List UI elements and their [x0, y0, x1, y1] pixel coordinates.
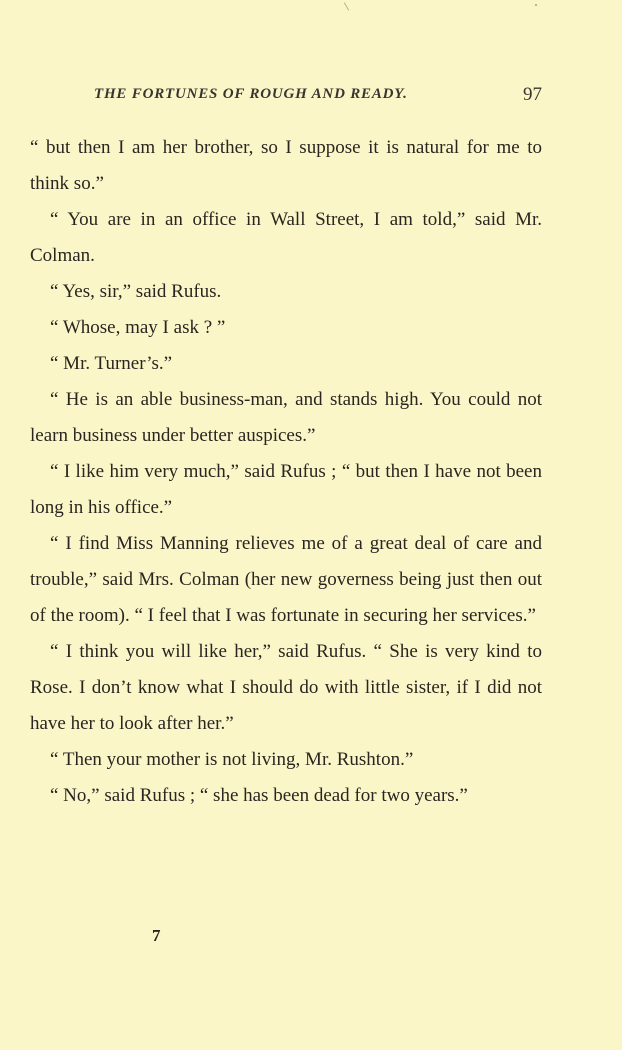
paragraph: “ Mr. Turner’s.” [50, 353, 173, 374]
paragraph: “ Then your mother is not living, Mr. Rushton.” [50, 749, 414, 770]
paragraph: “ He is an able business-man, and stands high. You could not learn business under better auspices.” [30, 389, 542, 446]
paragraph: “ No,” said Rufus ; “ she has been dead for two years.” [50, 785, 468, 806]
running-header [30, 84, 542, 112]
page-body [30, 130, 542, 814]
paragraph: “ but then I am her brother, so I suppose it is natural for me to think so.” [30, 137, 542, 194]
signature-mark: 7 [152, 926, 161, 945]
paragraph: “ I find Miss Manning relieves me of a great deal of care and trouble,” said Mrs. Colman (her new governess being just then out of the room). “ I feel that I was fortunate in securing her services.” [30, 533, 542, 626]
running-title: THE FORTUNES OF ROUGH AND READY. [94, 86, 408, 102]
paragraph: “ Whose, may I ask ? ” [50, 317, 226, 338]
paper-speck [344, 2, 349, 10]
paragraph: “ I think you will like her,” said Rufus. “ She is very kind to Rose. I don’t know what I should do with little sister, if I did not have her to look after her.” [30, 641, 542, 734]
paragraph: “ You are in an office in Wall Street, I am told,” said Mr. Colman. [30, 209, 542, 266]
paper-speck [535, 4, 537, 6]
page-number: 97 [523, 84, 542, 105]
paragraph: “ Yes, sir,” said Rufus. [50, 281, 222, 302]
paragraph: “ I like him very much,” said Rufus ; “ but then I have not been long in his office.” [30, 461, 542, 518]
